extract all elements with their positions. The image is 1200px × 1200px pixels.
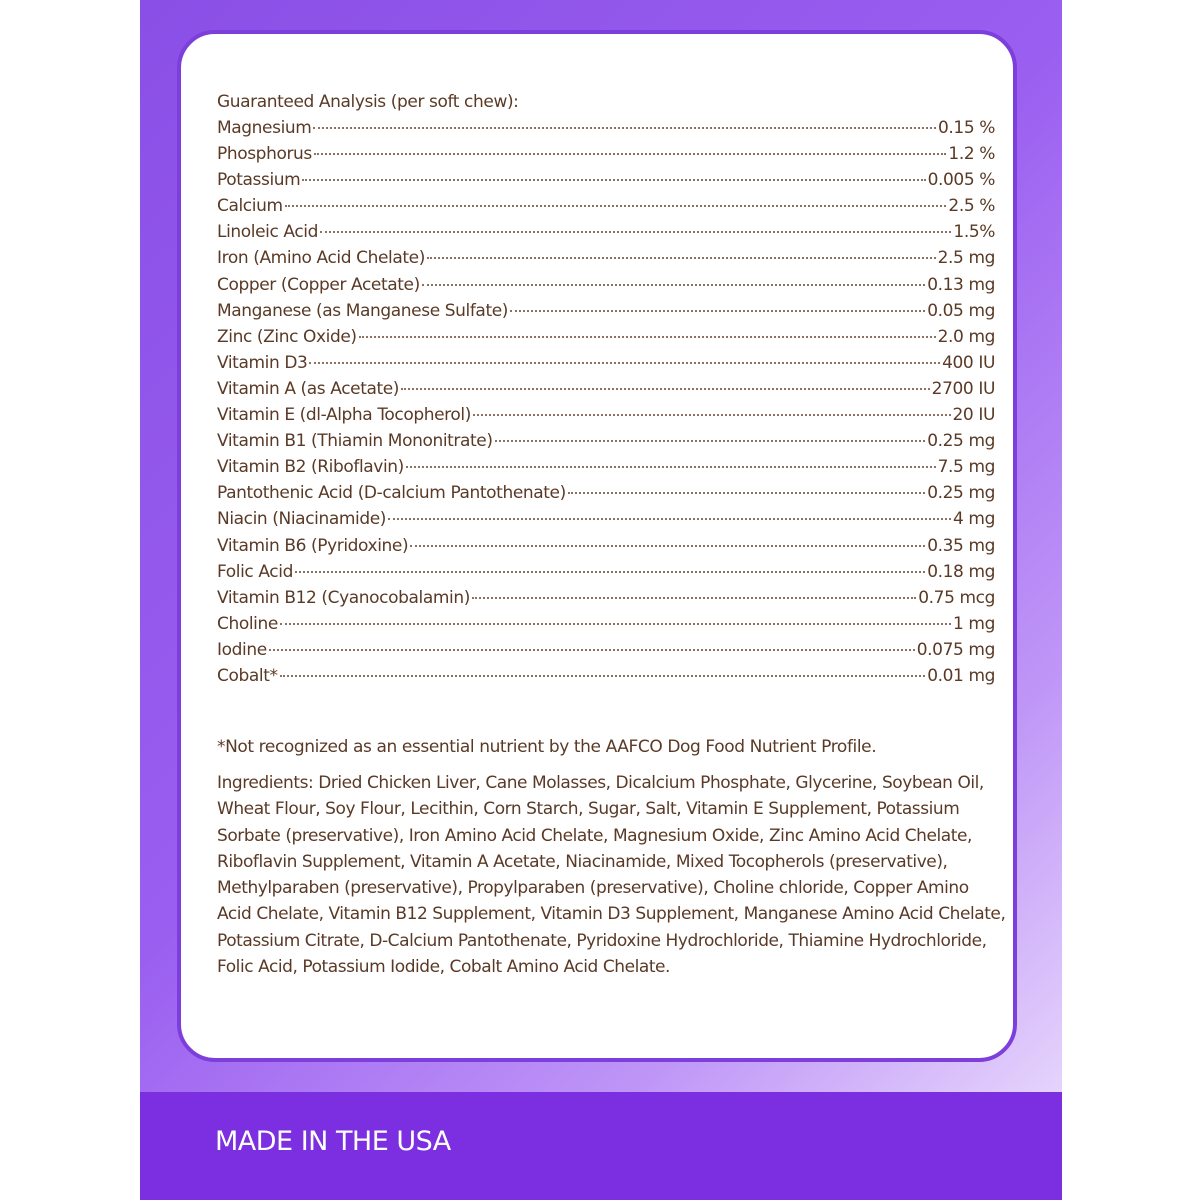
analysis-rows <box>217 115 995 689</box>
nutrient-value: 2.5 % <box>948 196 995 217</box>
label-panel <box>140 0 1062 1200</box>
nutrition-card <box>177 30 1017 1062</box>
dot-leader <box>388 518 951 520</box>
nutrient-row <box>217 115 995 141</box>
nutrient-name: Vitamin B2 (Riboflavin) <box>217 457 404 478</box>
dot-leader <box>495 440 926 442</box>
nutrient-name: Magnesium <box>217 118 312 138</box>
nutrient-value: 0.25 mg <box>927 431 995 452</box>
dot-leader <box>280 623 951 625</box>
nutrient-value: 4 mg <box>953 509 995 530</box>
nutrient-value: 2.5 mg <box>937 248 995 269</box>
nutrient-row <box>217 272 995 298</box>
nutrient-value: 2.0 mg <box>937 326 995 347</box>
nutrient-row <box>217 193 995 219</box>
nutrient-value: 0.01 mg <box>927 665 995 686</box>
nutrient-name: Vitamin D3 <box>217 352 308 373</box>
dot-leader <box>427 257 936 259</box>
nutrient-row <box>217 167 995 193</box>
nutrient-value: 1.5% <box>953 222 995 243</box>
nutrient-row <box>217 428 995 454</box>
nutrient-name: Choline <box>217 613 278 634</box>
nutrient-name: Niacin (Niacinamide) <box>217 509 387 530</box>
nutrient-row <box>217 324 995 350</box>
nutrient-name: Manganese (as Manganese Sulfate) <box>217 300 509 321</box>
guaranteed-analysis <box>217 89 995 689</box>
dot-leader <box>269 649 915 651</box>
nutrient-row <box>217 559 995 585</box>
nutrient-row <box>217 585 995 611</box>
nutrient-value: 0.05 mg <box>927 300 995 321</box>
nutrient-row <box>217 480 995 506</box>
footer-bar <box>140 1092 1062 1200</box>
nutrient-value: 7.5 mg <box>937 457 995 478</box>
nutrient-name: Cobalt* <box>217 665 278 686</box>
dot-leader <box>406 466 936 468</box>
nutrient-name: Folic Acid <box>217 561 293 582</box>
nutrient-name: Iron (Amino Acid Chelate) <box>217 248 425 269</box>
nutrient-row <box>217 141 995 167</box>
nutrient-name: Vitamin B1 (Thiamin Mononitrate) <box>217 431 493 452</box>
nutrient-row <box>217 454 995 480</box>
dot-leader <box>359 336 936 338</box>
dot-leader <box>295 571 925 573</box>
nutrient-row <box>217 245 995 271</box>
nutrient-value: 20 IU <box>952 405 995 426</box>
dot-leader <box>568 492 925 494</box>
nutrient-value: 1 mg <box>953 613 995 634</box>
nutrient-value: 0.15 % <box>937 118 995 138</box>
dot-leader <box>285 205 947 207</box>
nutrient-value: 0.75 mcg <box>918 587 995 608</box>
dot-leader <box>320 231 951 233</box>
nutrient-row <box>217 611 995 637</box>
dot-leader <box>510 310 925 312</box>
dot-leader <box>472 597 916 599</box>
made-in-usa-text: MADE IN THE USA <box>215 1126 451 1157</box>
nutrient-row <box>217 663 995 689</box>
nutrient-name: Zinc (Zinc Oxide) <box>217 326 357 347</box>
nutrient-name: Vitamin B6 (Pyridoxine) <box>217 535 409 556</box>
dot-leader <box>410 545 925 547</box>
dot-leader <box>302 179 925 181</box>
nutrient-value: 0.005 % <box>927 170 995 191</box>
nutrient-value: 2700 IU <box>931 378 995 399</box>
dot-leader <box>280 675 926 677</box>
nutrient-row <box>217 219 995 245</box>
nutrient-name: Calcium <box>217 196 283 217</box>
nutrient-name: Copper (Copper Acetate) <box>217 274 420 295</box>
nutrient-row <box>217 506 995 532</box>
dot-leader <box>309 362 940 364</box>
dot-leader <box>313 127 936 129</box>
nutrient-value: 0.18 mg <box>927 561 995 582</box>
nutrient-name: Iodine <box>217 639 267 660</box>
nutrient-row <box>217 376 995 402</box>
nutrient-row <box>217 350 995 376</box>
dot-leader <box>473 414 951 416</box>
nutrient-name: Phosphorus <box>217 144 312 165</box>
ingredients-text: Ingredients: Dried Chicken Liver, Cane Molasses, Dicalcium Phosphate, Glycerine, Soybean Oil, Wheat Flour, Soy Flour, Lecithin, Corn Starch, Sugar, Salt, Vitamin E Supplement, Potassium Sorbate (preservative), Iron Amino Acid Chelate, Magnesium Oxide, Zinc Amino Acid Chelate, Riboflavin Supplement, Vitamin A Acetate, Niacinamide, Mixed Tocopherols (preservative), Methylparaben (preservative), Propylparaben (preservative), Choline chloride, Copper Amino Acid Chelate, Vitamin B12 Supplement, Vitamin D3 Supplement, Manganese Amino Acid Chelate, Potassium Citrate, D-Calcium Pantothenate, Pyridoxine Hydrochloride, Thiamine Hydrochloride, Folic Acid, Potassium Iodide, Cobalt Amino Acid Chelate. <box>217 773 1006 978</box>
nutrient-value: 0.35 mg <box>927 535 995 556</box>
nutrient-value: 1.2 % <box>948 144 995 165</box>
nutrient-row <box>217 533 995 559</box>
nutrient-row <box>217 298 995 324</box>
nutrient-name: Pantothenic Acid (D-calcium Pantothenate) <box>217 483 566 504</box>
nutrient-row <box>217 402 995 428</box>
dot-leader <box>401 388 930 390</box>
dot-leader <box>314 153 947 155</box>
footnote: *Not recognized as an essential nutrient by the AAFCO Dog Food Nutrient Profile. <box>217 737 877 757</box>
nutrient-value: 0.075 mg <box>916 639 995 660</box>
nutrient-row <box>217 637 995 663</box>
nutrient-name: Potassium <box>217 170 301 191</box>
dot-leader <box>422 284 925 286</box>
nutrient-name: Vitamin E (dl-Alpha Tocopherol) <box>217 405 471 426</box>
nutrient-value: 0.13 mg <box>927 274 995 295</box>
analysis-title: Guaranteed Analysis (per soft chew): <box>217 92 519 112</box>
nutrient-name: Vitamin A (as Acetate) <box>217 378 400 399</box>
nutrient-name: Linoleic Acid <box>217 222 319 243</box>
nutrient-value: 0.25 mg <box>927 483 995 504</box>
nutrient-value: 400 IU <box>942 352 995 373</box>
nutrient-name: Vitamin B12 (Cyanocobalamin) <box>217 587 470 608</box>
